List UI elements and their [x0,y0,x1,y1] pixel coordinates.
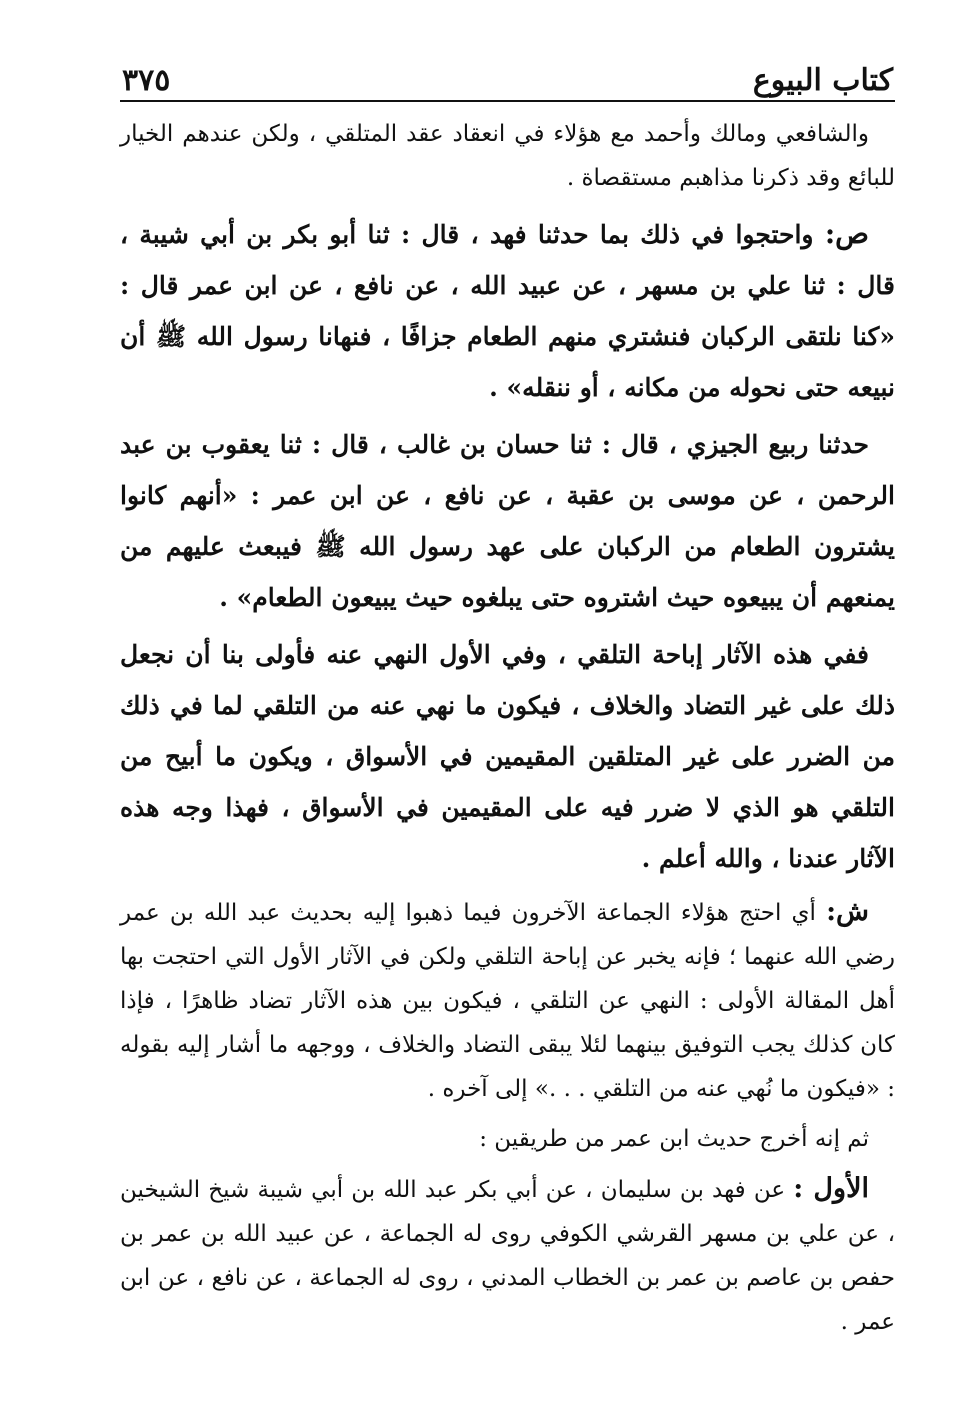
book-page [120,52,895,1344]
paragraph-text: والشافعي ومالك وأحمد مع هؤلاء في انعقاد عقد المتلقي ، ولكن عندهم الخيار للبائع وقد ذكرنا مذاهبم مستقصاة . [120,121,895,191]
paragraph-continuation [120,112,895,200]
paragraph-text: أي احتج هؤلاء الجماعة الآخرون فيما ذهبوا إليه بحديث عبد الله بن عمر رضي الله عنهما ؛ فإنه يخبر عن إباحة التلقي ولكن في الآثار الأول التي احتجت بها أهل المقالة الأولى : النهي عن التلقي ، فيكون بين هذه الآثار تضاد ظاهرًا ، فإذا كان كذلك يجب التوفيق بينهما لئلا يبقى التضاد والخلاف ، ووجهه ما أشار إليه بقوله : «فيكون ما نُهي عنه من التلقي . . .» إلى آخره . [120,900,895,1102]
section-marker: ص: [824,217,869,250]
paragraph-text: ثم إنه أخرج حديث ابن عمر من طريقين : [479,1126,869,1152]
paragraph-two-ways [120,1117,895,1161]
paragraph-text-sad [120,208,895,413]
paragraph-hadith-second [120,419,895,623]
paragraph-text: واحتجوا في ذلك بما حدثنا فهد ، قال : ثنا أبو بكر بن أبي شيبة ، قال : ثنا علي بن مسهر ، عن عبيد الله ، عن نافع ، عن ابن عمر قال : «كنا نلتقى الركبان فنشتري منهم الطعام جزافًا ، فنهانا رسول الله ﷺ أن نبيعه حتى نحوله من مكانه ، أو ننقله» . [120,220,895,402]
paragraph-reconciliation [120,629,895,884]
paragraph-text: ففي هذه الآثار إباحة التلقي ، وفي الأول النهي عنه فأولى بنا أن نجعل ذلك على غير التضاد والخلاف ، فيكون ما نهي عنه من التلقي لما في ذلك من الضرر على غير المتلقين المقيمين في الأسواق ، ويكون ما أبيح من التلقي هو الذي لا ضرر فيه على المقيمين في الأسواق ، فهذا وجه هذه الآثار عندنا ، والله أعلم . [120,640,895,873]
paragraph-commentary-shin [120,890,895,1111]
paragraph-first-way [120,1167,895,1344]
paragraph-text: حدثنا ربيع الجيزي ، قال : ثنا حسان بن غالب ، قال : ثنا يعقوب بن عبد الرحمن ، عن موسى بن عقبة ، عن نافع ، عن ابن عمر : «أنهم كانوا يشترون الطعام من الركبان على عهد رسول الله ﷺ فيبعث عليهم من يمنعهم أن يبيعوه حيث اشتروه حتى يبلغوه حيث يبيعون الطعام» . [120,430,895,612]
page-body [120,112,895,1344]
page-number: ٣٧٥ [122,63,171,98]
paragraph-text: عن فهد بن سليمان ، عن أبي بكر عبد الله بن أبي شيبة شيخ الشيخين ، عن علي بن مسهر القرشي الكوفي روى له الجماعة ، عن عبيد الله بن عمر بن حفص بن عاصم بن عمر بن الخطاب المدني ، روى له الجماعة ، عن نافع ، عن ابن عمر . [120,1177,895,1335]
section-marker: الأول : [793,1173,869,1204]
running-title: كتاب البيوع [752,63,893,98]
section-marker: ش: [826,896,869,927]
page-header [120,52,895,102]
